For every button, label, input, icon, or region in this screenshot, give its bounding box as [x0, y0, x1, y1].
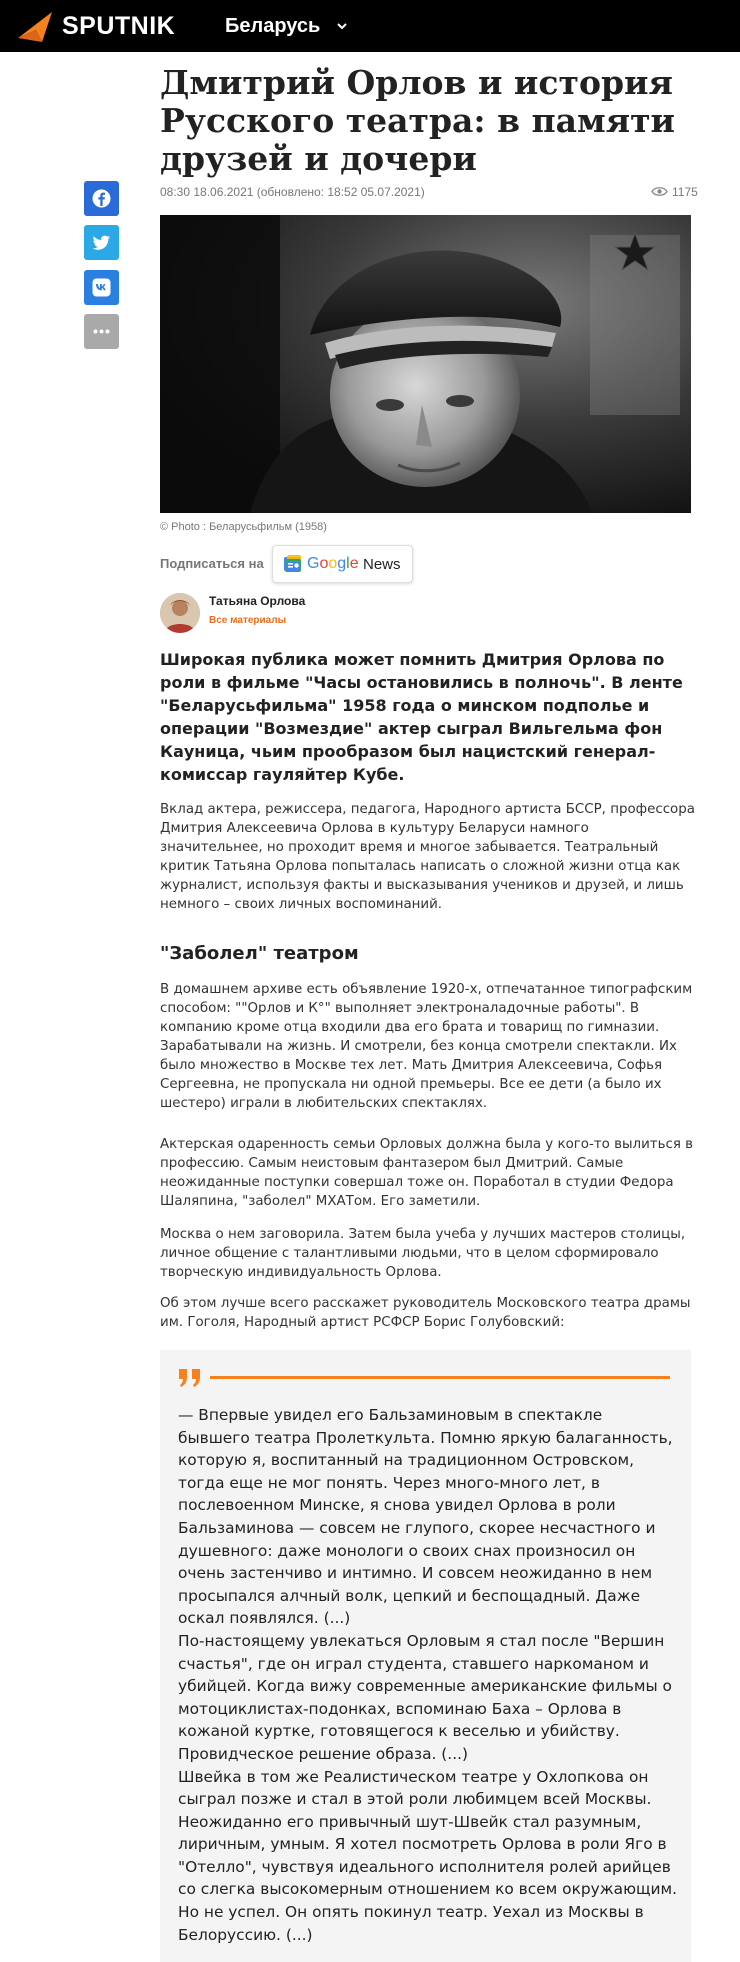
- google-wordmark: Google: [307, 555, 359, 572]
- article-date: 08:30 18.06.2021 (обновлено: 18:52 05.07.2021): [160, 185, 425, 199]
- film-still-image: [160, 215, 691, 513]
- share-twitter-button[interactable]: [84, 225, 119, 260]
- article-paragraph: Москва о нем заговорила. Затем была учеба у лучших мастеров столицы, личное общение с талантливыми людьми, что в целом сформировало творческую индивидуальность Орлова.: [160, 1227, 686, 1280]
- share-vk-button[interactable]: [84, 270, 119, 305]
- quote-text: — Впервые увидел его Бальзаминовым в спектакле бывшего театра Пролеткульта. Помню яркую балаганность, которую я, воспитанный на традиционном Островском, тогда еще не мог понять. Через много-много лет, в послевоенном Минске, я снова увидел Орлова в роли Бальзаминова — совсем не глупого, скорее несчастного и душевного: даже монологи о своих снах произносил он очень застенчиво и интимно. И совсем неожиданно в нем просыпался алчный волк, цепкий и беспощадный. Даже оскал появлялся. (...) По-настоящему увлекаться Орловым я стал после "Вершин счастья", где он играл студента, ставшего наркоманом и убийцей. Когда вижу современные американские фильмы о мотоциклистах-подонках, вспоминаю Баха – Орлова в кожаной куртке, готовящегося к веселью и убийству. Провидческое решение образа. (...) Швейка в том же Реалистическом театре у Охлопкова он сыграл позже и стал в этой роли любимцем всей Москвы. Неожиданно его привычный шут-Швейк стал разумным, лиричным, умным. Я хотел посмотреть Орлова в роли Яго в "Отелло", чувствуя идеального исполнителя ролей арийцев со слегка высокомерным отношением ко всем окружающим. Но не успел. Он опять покинул театр. Уехал из Москвы в Белоруссию. (...): [178, 1406, 678, 1944]
- share-more-button[interactable]: [84, 314, 119, 349]
- photo-caption: © Photo : Беларусьфильм (1958): [160, 521, 327, 533]
- author-all-materials-link[interactable]: Все материалы: [209, 615, 287, 626]
- article-paragraph: Актерская одаренность семьи Орловых должна была у кого-то вылиться в профессию. Самым неистовым фантазером был Дмитрий. Самые неожиданные поступки совершал тоже он. Поработал в студии Федора Шаляпина, "заболел" МХАТом. Его заметили.: [160, 1137, 694, 1209]
- share-facebook-button[interactable]: [84, 181, 119, 216]
- article-paragraph: Вклад актера, режиссера, педагога, Народного артиста БССР, профессора Дмитрия Алексеевича Орлова в культуру Беларуси намного значительнее, но проходит время и многое забывается. Театральный критик Татьяна Орлова попыталась написать о сложной жизни отца как журналист, используя факты и высказывания учеников и друзей, и лишь немного – своих личных воспоминаний.: [160, 802, 695, 912]
- article-lead: Широкая публика может помнить Дмитрия Орлова по роли в фильме "Часы остановились в полночь". В ленте "Беларусьфильма" 1958 года о минском подполье и операции "Возмездие" актер сыграл Вильгельма фон Кауница, чьим прообразом был нацистский генерал-комиссар гауляйтер Кубе.: [160, 650, 683, 784]
- facebook-icon: [91, 188, 112, 209]
- article-title: Дмитрий Орлов и история Русского театра: в памяти друзей и дочери: [160, 63, 676, 178]
- author-photo-icon: [160, 593, 200, 633]
- author-name[interactable]: Татьяна Орлова: [209, 594, 306, 608]
- region-selector[interactable]: Беларусь: [225, 15, 321, 37]
- article-subheading: "Заболел" театром: [160, 943, 359, 964]
- more-dots-icon: [91, 321, 112, 342]
- eye-icon: [651, 186, 668, 197]
- author-avatar[interactable]: [160, 593, 200, 633]
- sputnik-logo-icon[interactable]: [16, 8, 58, 44]
- quote-block: [160, 1350, 691, 1962]
- quote-mark-icon: [178, 1368, 202, 1388]
- google-news-label: News: [363, 556, 401, 573]
- article-paragraph: В домашнем архиве есть объявление 1920-х, отпечатанное типографским способом: ""Орлов и К°" выполняет электроналадочные работы". В компанию кроме отца входили два его брата и товарищ по гимназии. Зарабатывали на жизнь. И смотрели, без конца смотрели спектакли. Их было множество в Москве тех лет. Мать Дмитрия Алексеевича, Софья Сергеевна, не пропускала ни одной премьеры. Все ее дети (а было их шестеро) играли в любительских спектаклях.: [160, 982, 693, 1111]
- logo-text[interactable]: SPUTNIK: [62, 12, 176, 40]
- google-news-icon: [282, 554, 304, 574]
- article-photo[interactable]: [160, 215, 691, 513]
- top-navigation-bar: [0, 0, 740, 52]
- views-count: 1175: [672, 185, 698, 199]
- article-paragraph: Об этом лучше всего расскажет руководитель Московского театра драмы им. Гоголя, Народный артист РСФСР Борис Голубовский:: [160, 1296, 691, 1330]
- quote-divider: [210, 1376, 670, 1379]
- google-news-button[interactable]: [272, 545, 413, 583]
- chevron-down-icon[interactable]: [336, 21, 348, 31]
- vk-icon: [91, 277, 112, 298]
- subscribe-label: Подписаться на: [160, 556, 264, 571]
- twitter-icon: [91, 232, 112, 253]
